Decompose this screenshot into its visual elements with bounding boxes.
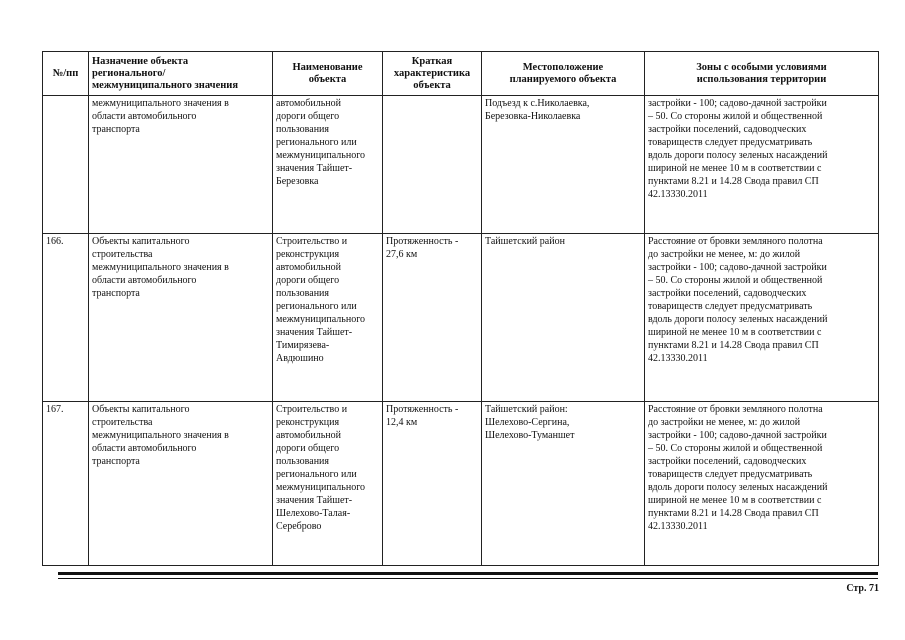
cell-purpose: Объекты капитального строительства межмуниципального значения в области автомобильного транспорта	[89, 402, 273, 566]
cell-name: автомобильной дороги общего пользования регионального или межмуниципального значения Тайшет- Березовка	[273, 96, 383, 234]
cell-brief	[383, 96, 482, 234]
header-num: №/пп	[43, 52, 89, 96]
page-number: Стр. 71	[846, 583, 879, 594]
footer-rule-thin	[58, 578, 878, 579]
cell-zones: Расстояние от бровки земляного полотна до застройки не менее, м: до жилой застройки - 100; садово-дачной застройки – 50. Со стороны жилой и общественной застройки поселений, садоводческих товариществ следует предусматривать вдоль дороги полосу зеленых насаждений шириной не менее 10 м в соответствии с пунктами 8.21 и 14.28 Свода правил СП 42.13330.2011	[645, 402, 879, 566]
cell-zones: застройки - 100; садово-дачной застройки – 50. Со стороны жилой и общественной застройки поселений, садоводческих товариществ следует предусматривать вдоль дороги полосу зеленых насаждений шириной не менее 10 м в соответствии с пунктами 8.21 и 14.28 Свода правил СП 42.13330.2011	[645, 96, 879, 234]
cell-num: 166.	[43, 234, 89, 402]
cell-purpose: Объекты капитального строительства межмуниципального значения в области автомобильного транспорта	[89, 234, 273, 402]
cell-num	[43, 96, 89, 234]
cell-brief: Протяженность - 12,4 км	[383, 402, 482, 566]
cell-purpose: межмуниципального значения в области автомобильного транспорта	[89, 96, 273, 234]
objects-table	[42, 51, 879, 566]
cell-location: Тайшетский район: Шелехово-Сергина, Шелехово-Туманшет	[482, 402, 645, 566]
table-row	[43, 234, 879, 402]
header-location: Местоположение планируемого объекта	[482, 52, 645, 96]
header-purpose: Назначение объекта регионального/ межмуниципального значения	[89, 52, 273, 96]
cell-name: Строительство и реконструкция автомобильной дороги общего пользования регионального или межмуниципального значения Тайшет- Тимирязева- Авдюшино	[273, 234, 383, 402]
cell-name: Строительство и реконструкция автомобильной дороги общего пользования регионального или межмуниципального значения Тайшет- Шелехово-Талая- Сереброво	[273, 402, 383, 566]
cell-num: 167.	[43, 402, 89, 566]
header-name: Наименование объекта	[273, 52, 383, 96]
table-row	[43, 402, 879, 566]
cell-location: Подъезд к с.Николаевка, Березовка-Николаевка	[482, 96, 645, 234]
footer-rule-thick	[58, 572, 878, 575]
cell-brief: Протяженность - 27,6 км	[383, 234, 482, 402]
cell-location: Тайшетский район	[482, 234, 645, 402]
header-zones: Зоны с особыми условиями использования территории	[645, 52, 879, 96]
cell-zones: Расстояние от бровки земляного полотна до застройки не менее, м: до жилой застройки - 100; садово-дачной застройки – 50. Со стороны жилой и общественной застройки поселений, садоводческих товариществ следует предусматривать вдоль дороги полосу зеленых насаждений шириной не менее 10 м в соответствии с пунктами 8.21 и 14.28 Свода правил СП 42.13330.2011	[645, 234, 879, 402]
table-row	[43, 96, 879, 234]
table-header-row	[43, 52, 879, 96]
header-brief: Краткая характеристика объекта	[383, 52, 482, 96]
